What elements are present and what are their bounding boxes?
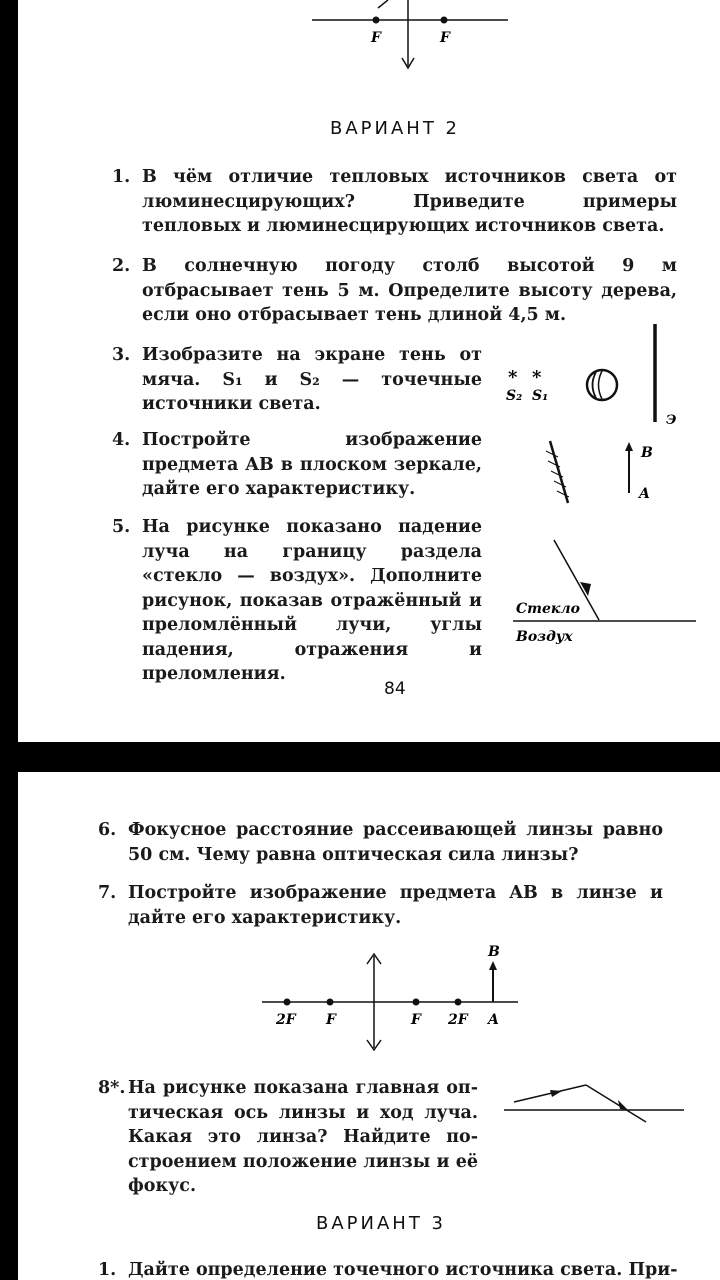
page-85 xyxy=(18,772,720,1280)
ray-arrow-icon xyxy=(618,1100,628,1110)
air-label: Воздух xyxy=(516,629,573,645)
question-number: 1. xyxy=(112,167,131,187)
focus-dot xyxy=(373,17,380,24)
question-number: 4. xyxy=(112,430,131,450)
incoming-ray xyxy=(514,1085,586,1102)
question-8 xyxy=(98,1076,478,1199)
variant-2-title: ВАРИАНТ 2 xyxy=(330,118,460,139)
mirror-hatch xyxy=(551,471,563,477)
ray-path-figure xyxy=(498,1072,698,1132)
variant-3-question-1 xyxy=(98,1258,678,1280)
ball-icon xyxy=(587,370,617,400)
point-b-label: B xyxy=(488,944,500,960)
source-label-s2: S₂ xyxy=(506,388,523,404)
variant-3-title: ВАРИАНТ 3 xyxy=(316,1213,446,1234)
question-text: На рисунке показано падение луча на границу раздела «стекло — воздух». Дополните рисунок, показав отражённый и преломлённый лучи, углы падения, отражения и преломления. xyxy=(142,517,482,684)
point-f-left xyxy=(327,999,334,1006)
axis-label: A xyxy=(488,1012,499,1028)
question-number: 1. xyxy=(98,1260,117,1280)
question-4 xyxy=(112,428,482,502)
question-3 xyxy=(112,343,482,417)
glass-label: Стекло xyxy=(516,601,580,617)
screen-label: Э xyxy=(666,413,677,428)
axis-label: 2F xyxy=(276,1012,296,1028)
question-number: 5. xyxy=(112,517,131,537)
focus-label: F xyxy=(440,30,450,46)
question-number: 3. xyxy=(112,345,131,365)
ray-arrow-icon xyxy=(550,1090,562,1097)
question-2 xyxy=(112,254,677,328)
page-84 xyxy=(18,0,720,742)
question-7 xyxy=(98,881,663,930)
question-text: Дайте определение точечного источника света. При- xyxy=(128,1260,678,1280)
mirror-hatch xyxy=(557,491,569,497)
lens-figure xyxy=(256,942,526,1062)
question-number: 6. xyxy=(98,820,117,840)
question-text: На рисунке показана главная оптическая ось линзы и ход луча. Какая это линза? Найдите построением положение линзы и её фокус. xyxy=(128,1078,478,1196)
shadow-figure xyxy=(498,320,708,430)
point-f-right xyxy=(413,999,420,1006)
axis-label: F xyxy=(411,1012,421,1028)
question-text: В солнечную погоду столб высотой 9 м отбрасывает тень 5 м. Определите высоту дерева, если оно отбрасывает тень длиной 4,5 м. xyxy=(142,256,677,325)
question-text: В чём отличие тепловых источников света от люминесцирующих? Приведите примеры тепловых и люминесцирующих источников света. xyxy=(142,167,677,236)
point-2f-left xyxy=(284,999,291,1006)
source-star-icon: * xyxy=(532,367,542,388)
point-b-label: B xyxy=(641,445,653,461)
axis-label: 2F xyxy=(448,1012,468,1028)
question-text: Постройте изображение предмета AB в плоском зеркале, дайте его характеристику. xyxy=(142,430,482,499)
outgoing-ray xyxy=(586,1085,646,1122)
arrow-up-icon xyxy=(489,961,497,970)
source-star-icon: * xyxy=(508,367,518,388)
question-text: Фокусное расстояние рассеивающей линзы равно 50 см. Чему равна оптическая сила линзы? xyxy=(128,820,663,865)
mirror-figure xyxy=(538,435,658,510)
focus-dot xyxy=(441,17,448,24)
refraction-figure xyxy=(508,530,708,655)
top-lens-diagram xyxy=(298,0,518,75)
point-a-label: A xyxy=(639,486,650,502)
mirror-hatch xyxy=(554,481,566,487)
point-2f-right xyxy=(455,999,462,1006)
mirror-hatch xyxy=(548,461,560,467)
axis-label: F xyxy=(326,1012,336,1028)
question-5 xyxy=(112,515,482,687)
ball-shading xyxy=(599,371,603,399)
ray-fragment xyxy=(378,0,388,8)
ball-shading xyxy=(593,372,597,398)
arrow-up-icon xyxy=(625,442,633,451)
question-text: Постройте изображение предмета AB в линзе и дайте его характеристику. xyxy=(128,883,663,928)
question-number: 8*. xyxy=(98,1078,126,1098)
question-number: 7. xyxy=(98,883,117,903)
focus-label: F xyxy=(371,30,381,46)
source-label-s1: S₁ xyxy=(532,388,549,404)
question-number: 2. xyxy=(112,256,131,276)
question-6 xyxy=(98,818,663,867)
page-number: 84 xyxy=(384,679,406,699)
question-1 xyxy=(112,165,677,239)
question-text: Изобразите на экране тень от мяча. S₁ и S₂ — точечные источники света. xyxy=(142,345,482,414)
